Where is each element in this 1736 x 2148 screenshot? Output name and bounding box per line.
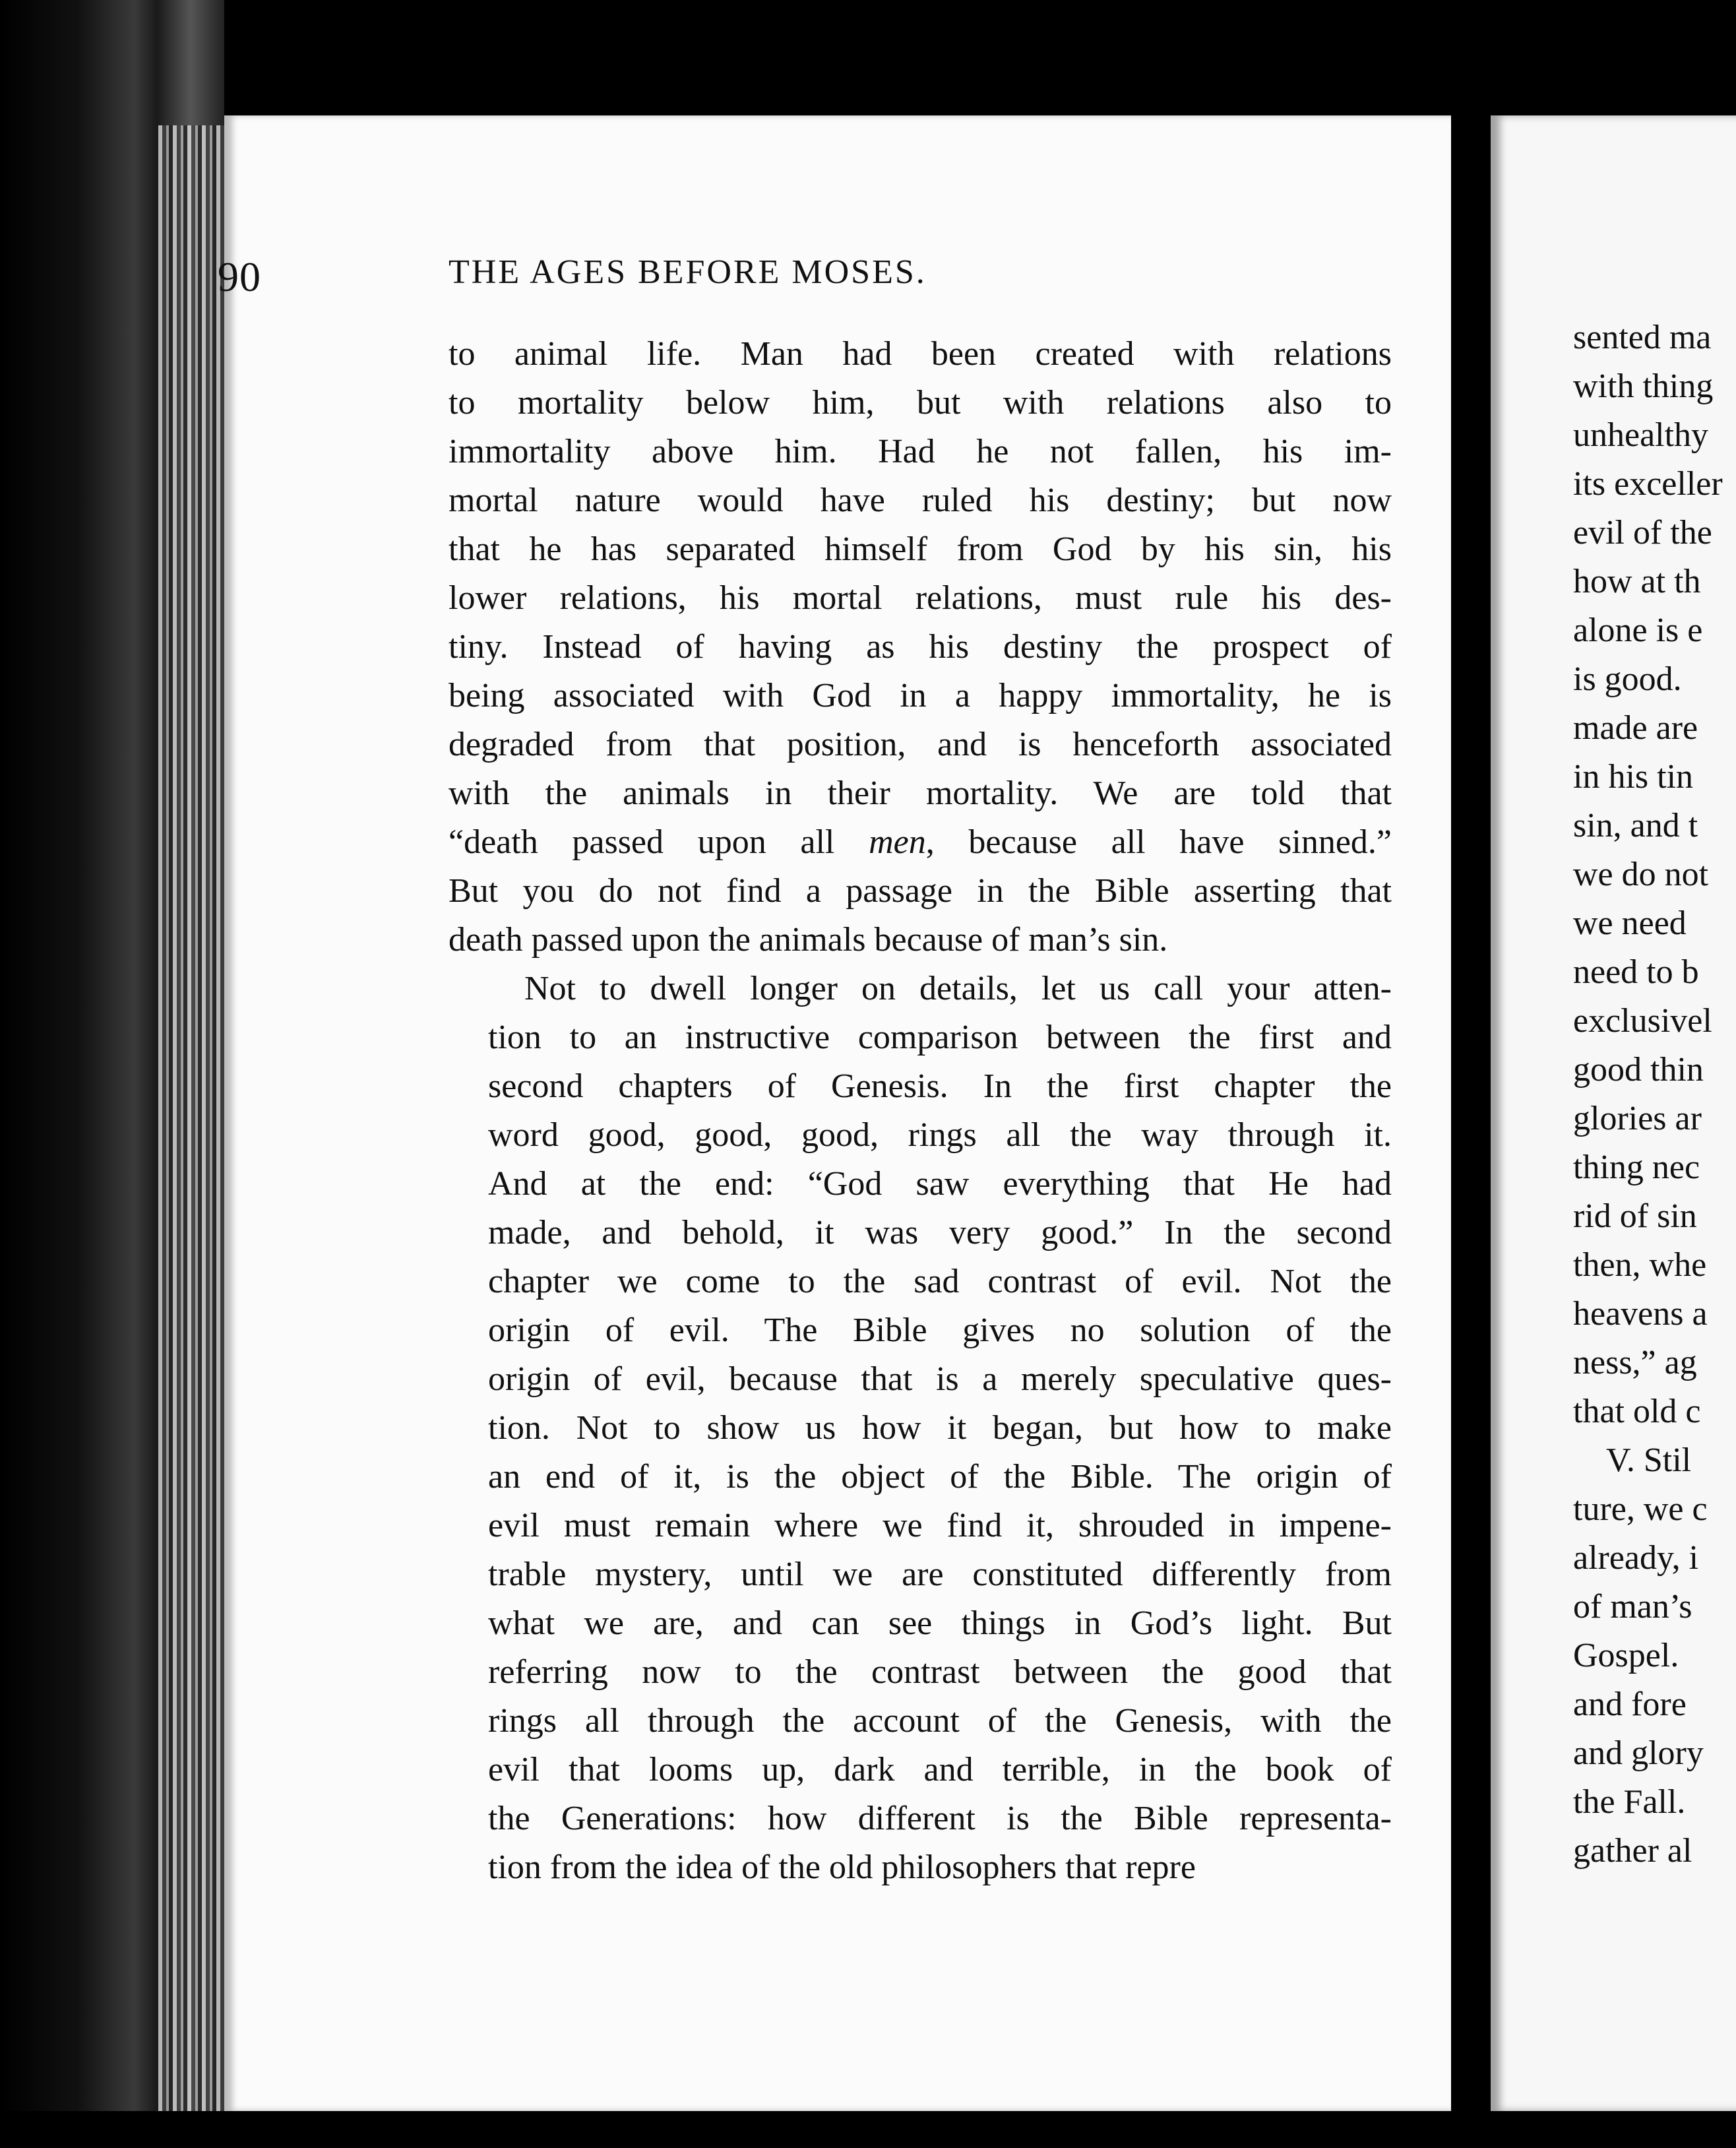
- text-line: is good.: [1573, 660, 1682, 698]
- text-line: thing nec: [1573, 1149, 1700, 1186]
- text-line: we do not: [1573, 856, 1709, 893]
- text-line: in his tin: [1573, 758, 1694, 796]
- text-line: need to b: [1573, 953, 1699, 991]
- text-line: tiny. Instead of having as his destiny the prospect of: [449, 628, 1392, 666]
- text-line: good thin: [1573, 1051, 1704, 1089]
- text-line: trable mystery, until we are constituted differently from: [488, 1556, 1392, 1593]
- right-page-text: [1573, 313, 1736, 1876]
- paragraph: [449, 330, 1392, 964]
- text-line: evil of the: [1573, 514, 1712, 552]
- text-line: the Fall.: [1573, 1783, 1686, 1821]
- text-line: and glory: [1573, 1734, 1704, 1772]
- text-line: evil must remain where we find it, shrouded in impene-: [488, 1507, 1392, 1544]
- text-line: second chapters of Genesis. In the first chapter the: [488, 1067, 1392, 1105]
- text-line: degraded from that position, and is henceforth associated: [449, 726, 1392, 763]
- text-line: that he has separated himself from God by his sin, his: [449, 530, 1392, 568]
- text-line: referring now to the contrast between the good that: [488, 1653, 1392, 1691]
- text-line: mortal nature would have ruled his destiny; but now: [449, 482, 1392, 519]
- text-line: an end of it, is the object of the Bible. The origin of: [488, 1458, 1392, 1496]
- text-line: to animal life. Man had been created with relations: [449, 335, 1392, 373]
- text-line: made, and behold, it was very good.” In the second: [488, 1214, 1392, 1251]
- text-line: tion from the idea of the old philosophers that repre: [488, 1848, 1196, 1886]
- text-line: lower relations, his mortal relations, must rule his des-: [449, 579, 1392, 617]
- text-line: how at th: [1573, 563, 1701, 600]
- text-line: word good, good, good, rings all the way through it.: [488, 1116, 1392, 1154]
- text-line: to mortality below him, but with relations also to: [449, 384, 1392, 422]
- page-edges: [158, 125, 231, 2111]
- paragraph: [449, 964, 1392, 1892]
- text-line: glories ar: [1573, 1100, 1702, 1137]
- text-line: what we are, and can see things in God’s light. But: [488, 1604, 1392, 1642]
- text-line: death passed upon the animals because of man’s sin.: [449, 921, 1168, 959]
- book-spine: [1451, 0, 1491, 2148]
- text-line: with the animals in their mortality. We are told that: [449, 774, 1392, 812]
- text-line: unhealthy: [1573, 416, 1709, 454]
- text-line: ture, we c: [1573, 1490, 1708, 1528]
- text-line: of man’s: [1573, 1588, 1692, 1626]
- text-line: chapter we come to the sad contrast of evil. Not the: [488, 1263, 1392, 1300]
- text-line: origin of evil. The Bible gives no solution of the: [488, 1311, 1392, 1349]
- text-line: immortality above him. Had he not fallen, his im-: [449, 433, 1392, 470]
- text-line: alone is e: [1573, 612, 1703, 649]
- text-line: we need: [1573, 904, 1687, 942]
- text-line: already, i: [1573, 1539, 1699, 1577]
- text-line: “death passed upon all men, because all have sinned.”: [449, 823, 1392, 861]
- text-line: its exceller: [1573, 465, 1723, 503]
- text-line: then, whe: [1573, 1246, 1707, 1284]
- right-page: [1491, 115, 1736, 2111]
- text-line: heavens a: [1573, 1295, 1708, 1333]
- text-line: evil that looms up, dark and terrible, in the book of: [488, 1751, 1392, 1788]
- scan-bottom-edge: [0, 2111, 1736, 2148]
- text-line: the Generations: how different is the Bible representa-: [488, 1800, 1392, 1837]
- text-line: origin of evil, because that is a merely speculative ques-: [488, 1360, 1392, 1398]
- text-line: that old c: [1573, 1393, 1701, 1430]
- page-number: 90: [218, 253, 261, 300]
- text-line: rid of sin: [1573, 1197, 1697, 1235]
- text-line: made are: [1573, 709, 1698, 747]
- text-line: tion. Not to show us how it began, but how to make: [488, 1409, 1392, 1447]
- text-line: Gospel.: [1573, 1637, 1679, 1674]
- body-text: [449, 330, 1392, 1892]
- text-line: And at the end: “God saw everything that He had: [488, 1165, 1392, 1203]
- text-line: V. Stil: [1606, 1441, 1692, 1479]
- text-line: rings all through the account of the Genesis, with the: [488, 1702, 1392, 1740]
- text-line: tion to an instructive comparison between the first and: [488, 1019, 1392, 1056]
- text-line: gather al: [1573, 1832, 1692, 1870]
- text-line: ness,” ag: [1573, 1344, 1697, 1381]
- text-line: with thing: [1573, 367, 1714, 405]
- text-line: and fore: [1573, 1686, 1687, 1723]
- running-title: THE AGES BEFORE MOSES.: [449, 253, 927, 291]
- text-line: sented ma: [1573, 319, 1712, 356]
- text-line: Not to dwell longer on details, let us call your atten-: [524, 970, 1392, 1007]
- text-line: being associated with God in a happy immortality, he is: [449, 677, 1392, 714]
- text-line: But you do not find a passage in the Bible asserting that: [449, 872, 1392, 910]
- text-line: sin, and t: [1573, 807, 1698, 844]
- text-line: exclusivel: [1573, 1002, 1712, 1040]
